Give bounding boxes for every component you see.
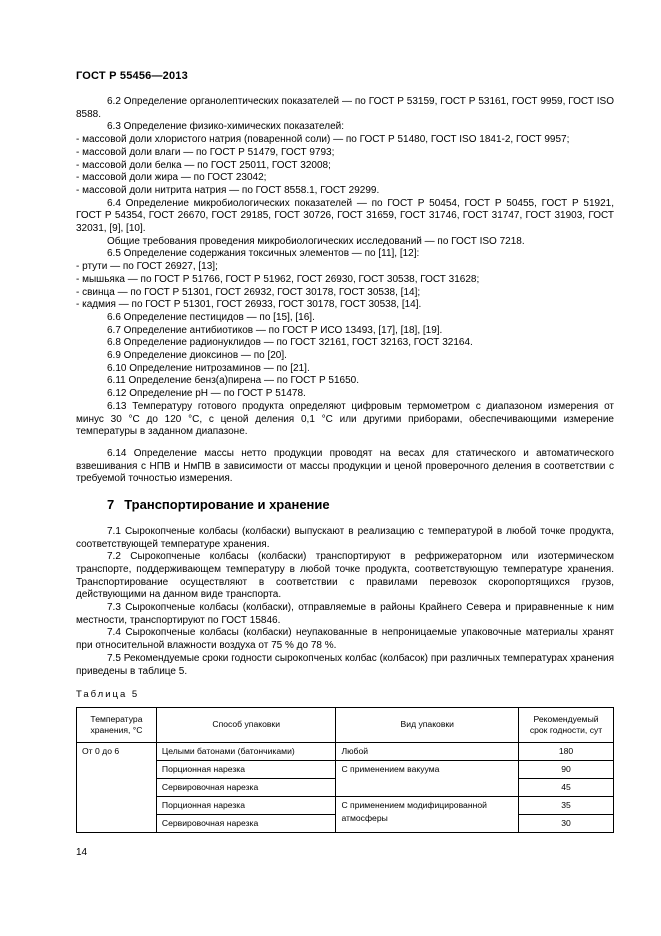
table-cell-method: Сервировочная нарезка <box>156 778 336 796</box>
paragraph: 6.5 Определение содержания токсичных элементов — по [11], [12]: <box>107 248 420 260</box>
paragraph: 6.10 Определение нитрозаминов — по [21]. <box>107 362 310 374</box>
list-item: - массовой доли хлористого натрия (поваренной соли) — по ГОСТ Р 51480, ГОСТ ISO 1841-2, ГОСТ 9957; <box>76 134 570 146</box>
page-number: 14 <box>76 847 88 858</box>
list-item: - свинца — по ГОСТ Р 51301, ГОСТ 26932, ГОСТ 30178, ГОСТ 30538, [14]; <box>76 286 421 298</box>
paragraph: 6.4 Определение микробиологических показателей — по ГОСТ Р 50454, ГОСТ Р 50455, ГОСТ Р 51921, ГОСТ Р 54354, ГОСТ 26670, ГОСТ 29185, ГОСТ 30726, ГОСТ 31659, ГОСТ 31746, ГОСТ 31747, ГОСТ 31903, ГОСТ 32031, [9], [10]. <box>76 197 614 235</box>
paragraph: 6.8 Определение радионуклидов — по ГОСТ 32161, ГОСТ 32163, ГОСТ 32164. <box>107 337 473 349</box>
paragraph: 7.4 Сырокопченые колбасы (колбаски) неупакованные в непроницаемые упаковочные материалы хранят при относительной влажности воздуха от 75 % до 78 %. <box>76 627 614 652</box>
column-header: Вид упаковки <box>336 707 519 742</box>
paragraph: 6.6 Определение пестицидов — по [15], [16]. <box>107 311 315 323</box>
table-cell-method: Порционная нарезка <box>156 760 336 778</box>
table-cell-temperature: От 0 до 6 <box>77 742 157 832</box>
column-header: Температура хранения, °С <box>77 707 157 742</box>
table-row <box>77 742 614 760</box>
table-cell-type: Любой <box>336 742 519 760</box>
list-item: - кадмия — по ГОСТ Р 51301, ГОСТ 26933, ГОСТ 30178, ГОСТ 30538, [14]. <box>76 299 422 311</box>
paragraph: 7.3 Сырокопченые колбасы (колбаски), отправляемые в районы Крайнего Севера и приравненные к ним местности, транспортируют по ГОСТ 15846. <box>76 602 614 626</box>
list-item: - массовой доли влаги — по ГОСТ Р 51479, ГОСТ 9793; <box>76 146 335 158</box>
list-item: - массовой доли жира — по ГОСТ 23042; <box>76 172 267 184</box>
table-row <box>77 796 614 814</box>
paragraph: 6.2 Определение органолептических показателей — по ГОСТ Р 53159, ГОСТ Р 53161, ГОСТ 9959, ГОСТ ISO 8588. <box>76 96 614 120</box>
document-body <box>76 96 614 833</box>
table-cell-method: Сервировочная нарезка <box>156 814 336 832</box>
paragraph: 6.12 Определение рН — по ГОСТ Р 51478. <box>107 388 306 400</box>
table-cell-method: Целыми батонами (батончиками) <box>156 742 336 760</box>
table-cell-type: С применением вакуума <box>336 760 519 796</box>
paragraph: Общие требования проведения микробиологических исследований — по ГОСТ ISO 7218. <box>107 235 525 247</box>
section-number: 7 <box>107 497 115 513</box>
table-cell-days: 35 <box>519 796 614 814</box>
table-cell-type: С применением модифицированной атмосферы <box>336 796 519 832</box>
list-item: - массовой доли белка — по ГОСТ 25011, ГОСТ 32008; <box>76 159 331 171</box>
paragraph: 6.9 Определение диоксинов — по [20]. <box>107 350 287 362</box>
paragraph: 6.7 Определение антибиотиков — по ГОСТ Р ИСО 13493, [17], [18], [19]. <box>107 324 443 336</box>
paragraph: 6.11 Определение бенз(а)пирена — по ГОСТ Р 51650. <box>107 375 359 387</box>
list-item: - мышьяка — по ГОСТ Р 51766, ГОСТ Р 51962, ГОСТ 26930, ГОСТ 30538, ГОСТ 31628; <box>76 273 480 285</box>
paragraph: 7.5 Рекомендуемые сроки годности сырокопченых колбас (колбасок) при различных температурах хранения приведены в таблице 5. <box>76 652 614 677</box>
paragraph: 7.2 Сырокопченые колбасы (колбаски) транспортируют в рефрижераторном или изотермическом транспорте, поддерживающем температуру в любой точке продукта, соответствующую температуре хранения. Транспортирование осуществляют в соответствии с правилами перевозок скоропортящихся грузов, действующими на данном виде транспорта. <box>76 551 614 601</box>
document-header: ГОСТ Р 55456—2013 <box>76 70 188 82</box>
table-cell-method: Порционная нарезка <box>156 796 336 814</box>
table-5 <box>76 707 614 833</box>
table-cell-days: 30 <box>519 814 614 832</box>
section-heading <box>107 499 614 512</box>
list-item: - массовой доли нитрита натрия — по ГОСТ 8558.1, ГОСТ 29299. <box>76 184 380 196</box>
paragraph: 6.3 Определение физико-химических показателей: <box>107 121 345 133</box>
list-item: - ртути — по ГОСТ 26927, [13]; <box>76 261 218 273</box>
paragraph: 6.14 Определение массы нетто продукции проводят на весах для статического и автоматического взвешивания с НПВ и НмПВ в зависимости от массы продукции и ценой проверочного деления в соответствии с требуемой точностью измерения. <box>76 447 614 485</box>
column-header: Способ упаковки <box>156 707 336 742</box>
table-cell-days: 180 <box>519 742 614 760</box>
table-cell-days: 45 <box>519 778 614 796</box>
table-header-row <box>77 707 614 742</box>
table-caption: Таблица 5 <box>76 689 140 701</box>
section-title: Транспортирование и хранение <box>124 497 330 513</box>
table-row <box>77 760 614 778</box>
paragraph: 7.1 Сырокопченые колбасы (колбаски) выпускают в реализацию с температурой в любой точке продукта, соответствующей температуре хранения. <box>76 525 614 550</box>
column-header: Рекомендуемый срок годности, сут <box>519 707 614 742</box>
paragraph: 6.13 Температуру готового продукта определяют цифровым термометром с диапазоном измерения от минус 30 °С до 120 °С, с ценой деления 0,1 °С или другими приборами, обеспечивающими измерение температуры в заданном диапазоне. <box>76 400 614 438</box>
table-cell-days: 90 <box>519 760 614 778</box>
